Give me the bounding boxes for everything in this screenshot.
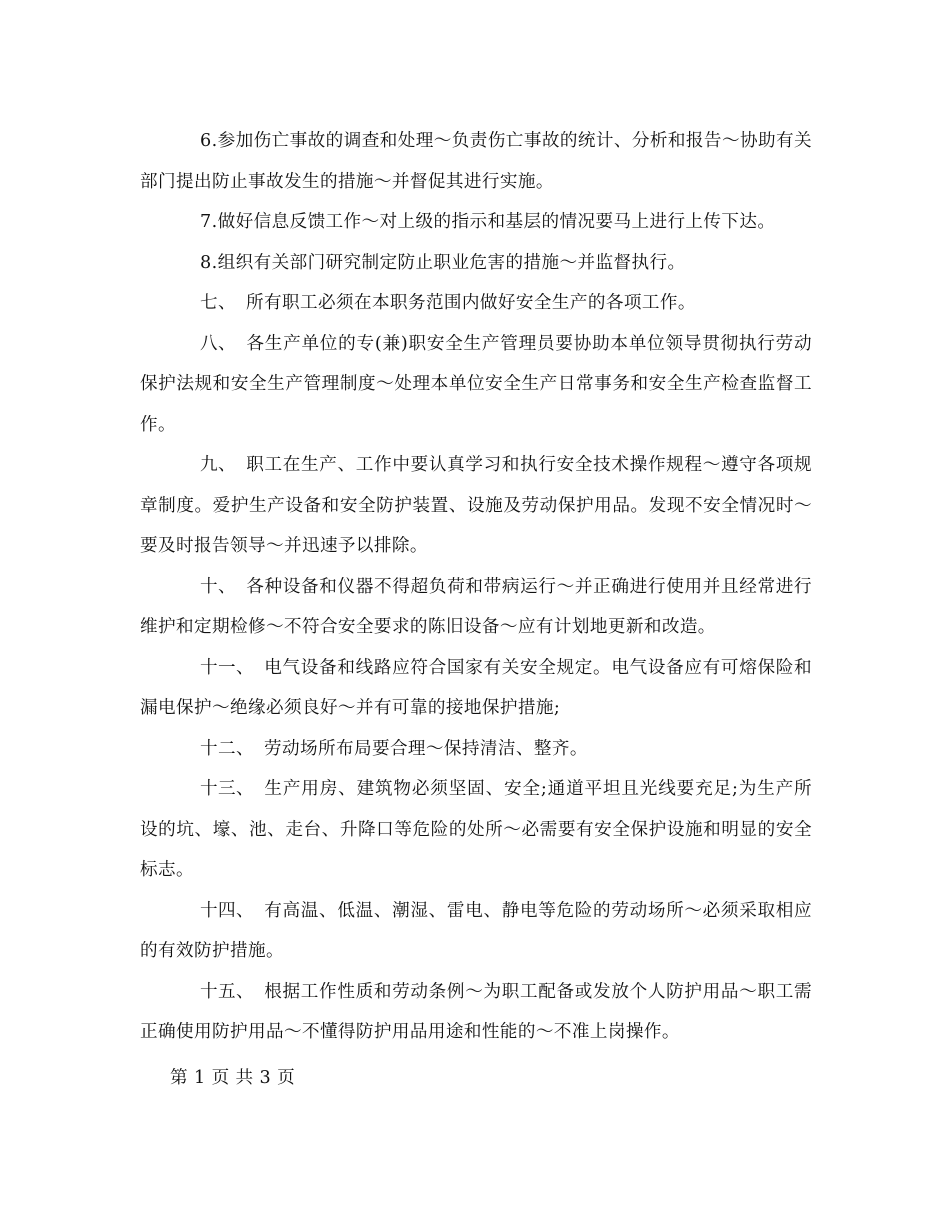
- section-text: 职工在生产、工作中要认真学习和执行安全技术操作规程～遵守各项规章制度。爱护生产设备和安全防护装置、设施及劳动保护用品。发现不安全情况时～要及时报告领导～并迅速予以排除。: [140, 455, 812, 556]
- section-text: 电气设备和线路应符合国家有关安全规定。电气设备应有可熔保险和漏电保护～绝缘必须良好～并有可靠的接地保护措施;: [140, 657, 812, 718]
- section-number: 十、: [200, 576, 236, 597]
- section-text: 生产用房、建筑物必须坚固、安全;通道平坦且光线要充足;为生产所设的坑、壕、池、走台、升降口等危险的处所～必需要有安全保护设施和明显的安全标志。: [140, 779, 812, 880]
- page-footer: 第 1 页 共 3 页: [170, 1068, 296, 1088]
- section-text: 所有职工必须在本职务范围内做好安全生产的各项工作。: [246, 293, 696, 313]
- section-number: 七、: [200, 293, 236, 313]
- section-12: [140, 729, 812, 770]
- section-text: 根据工作性质和劳动条例～为职工配备或发放个人防护用品～职工需正确使用防护用品～不懂得防护用品用途和性能的～不准上岗操作。: [140, 981, 812, 1042]
- paragraph-text: 做好信息反馈工作～对上级的指示和基层的情况要马上进行上传下达。: [217, 212, 776, 232]
- section-number: 八、: [200, 333, 236, 354]
- section-13: [140, 769, 812, 891]
- section-text: 有高温、低温、潮湿、雷电、静电等危险的劳动场所～必须采取相应的有效防护措施。: [140, 900, 812, 961]
- paragraph-7: [140, 202, 812, 243]
- paragraph-number: 7.: [200, 212, 218, 232]
- section-text: 各种设备和仪器不得超负荷和带病运行～并正确进行使用并且经常进行维护和定期检修～不符合安全要求的陈旧设备～应有计划地更新和改造。: [140, 576, 812, 637]
- paragraph-text: 参加伤亡事故的调查和处理～负责伤亡事故的统计、分析和报告～协助有关部门提出防止事故发生的措施～并督促其进行实施。: [140, 131, 812, 192]
- section-15: [140, 972, 812, 1053]
- paragraph-text: 组织有关部门研究制定防止职业危害的措施～并监督执行。: [217, 252, 686, 273]
- section-14: [140, 891, 812, 972]
- section-7: [140, 283, 812, 324]
- document-body: [140, 121, 812, 1053]
- paragraph-number: 6.: [200, 131, 218, 151]
- section-number: 十一、: [200, 657, 254, 678]
- section-text: 各生产单位的专(兼)职安全生产管理员要协助本单位领导贯彻执行劳动保护法规和安全生产管理制度～处理本单位安全生产日常事务和安全生产检查监督工作。: [140, 333, 812, 435]
- paragraph-6: [140, 121, 812, 202]
- section-number: 十四、: [200, 900, 254, 921]
- paragraph-8: [140, 243, 812, 284]
- section-8: [140, 324, 812, 446]
- section-number: 十五、: [200, 981, 254, 1002]
- section-9: [140, 445, 812, 567]
- section-number: 十二、: [200, 738, 254, 759]
- section-text: 劳动场所布局要合理～保持清洁、整齐。: [263, 738, 588, 759]
- section-11: [140, 648, 812, 729]
- section-number: 十三、: [200, 779, 254, 799]
- section-number: 九、: [200, 455, 236, 475]
- paragraph-number: 8.: [200, 252, 218, 273]
- section-10: [140, 567, 812, 648]
